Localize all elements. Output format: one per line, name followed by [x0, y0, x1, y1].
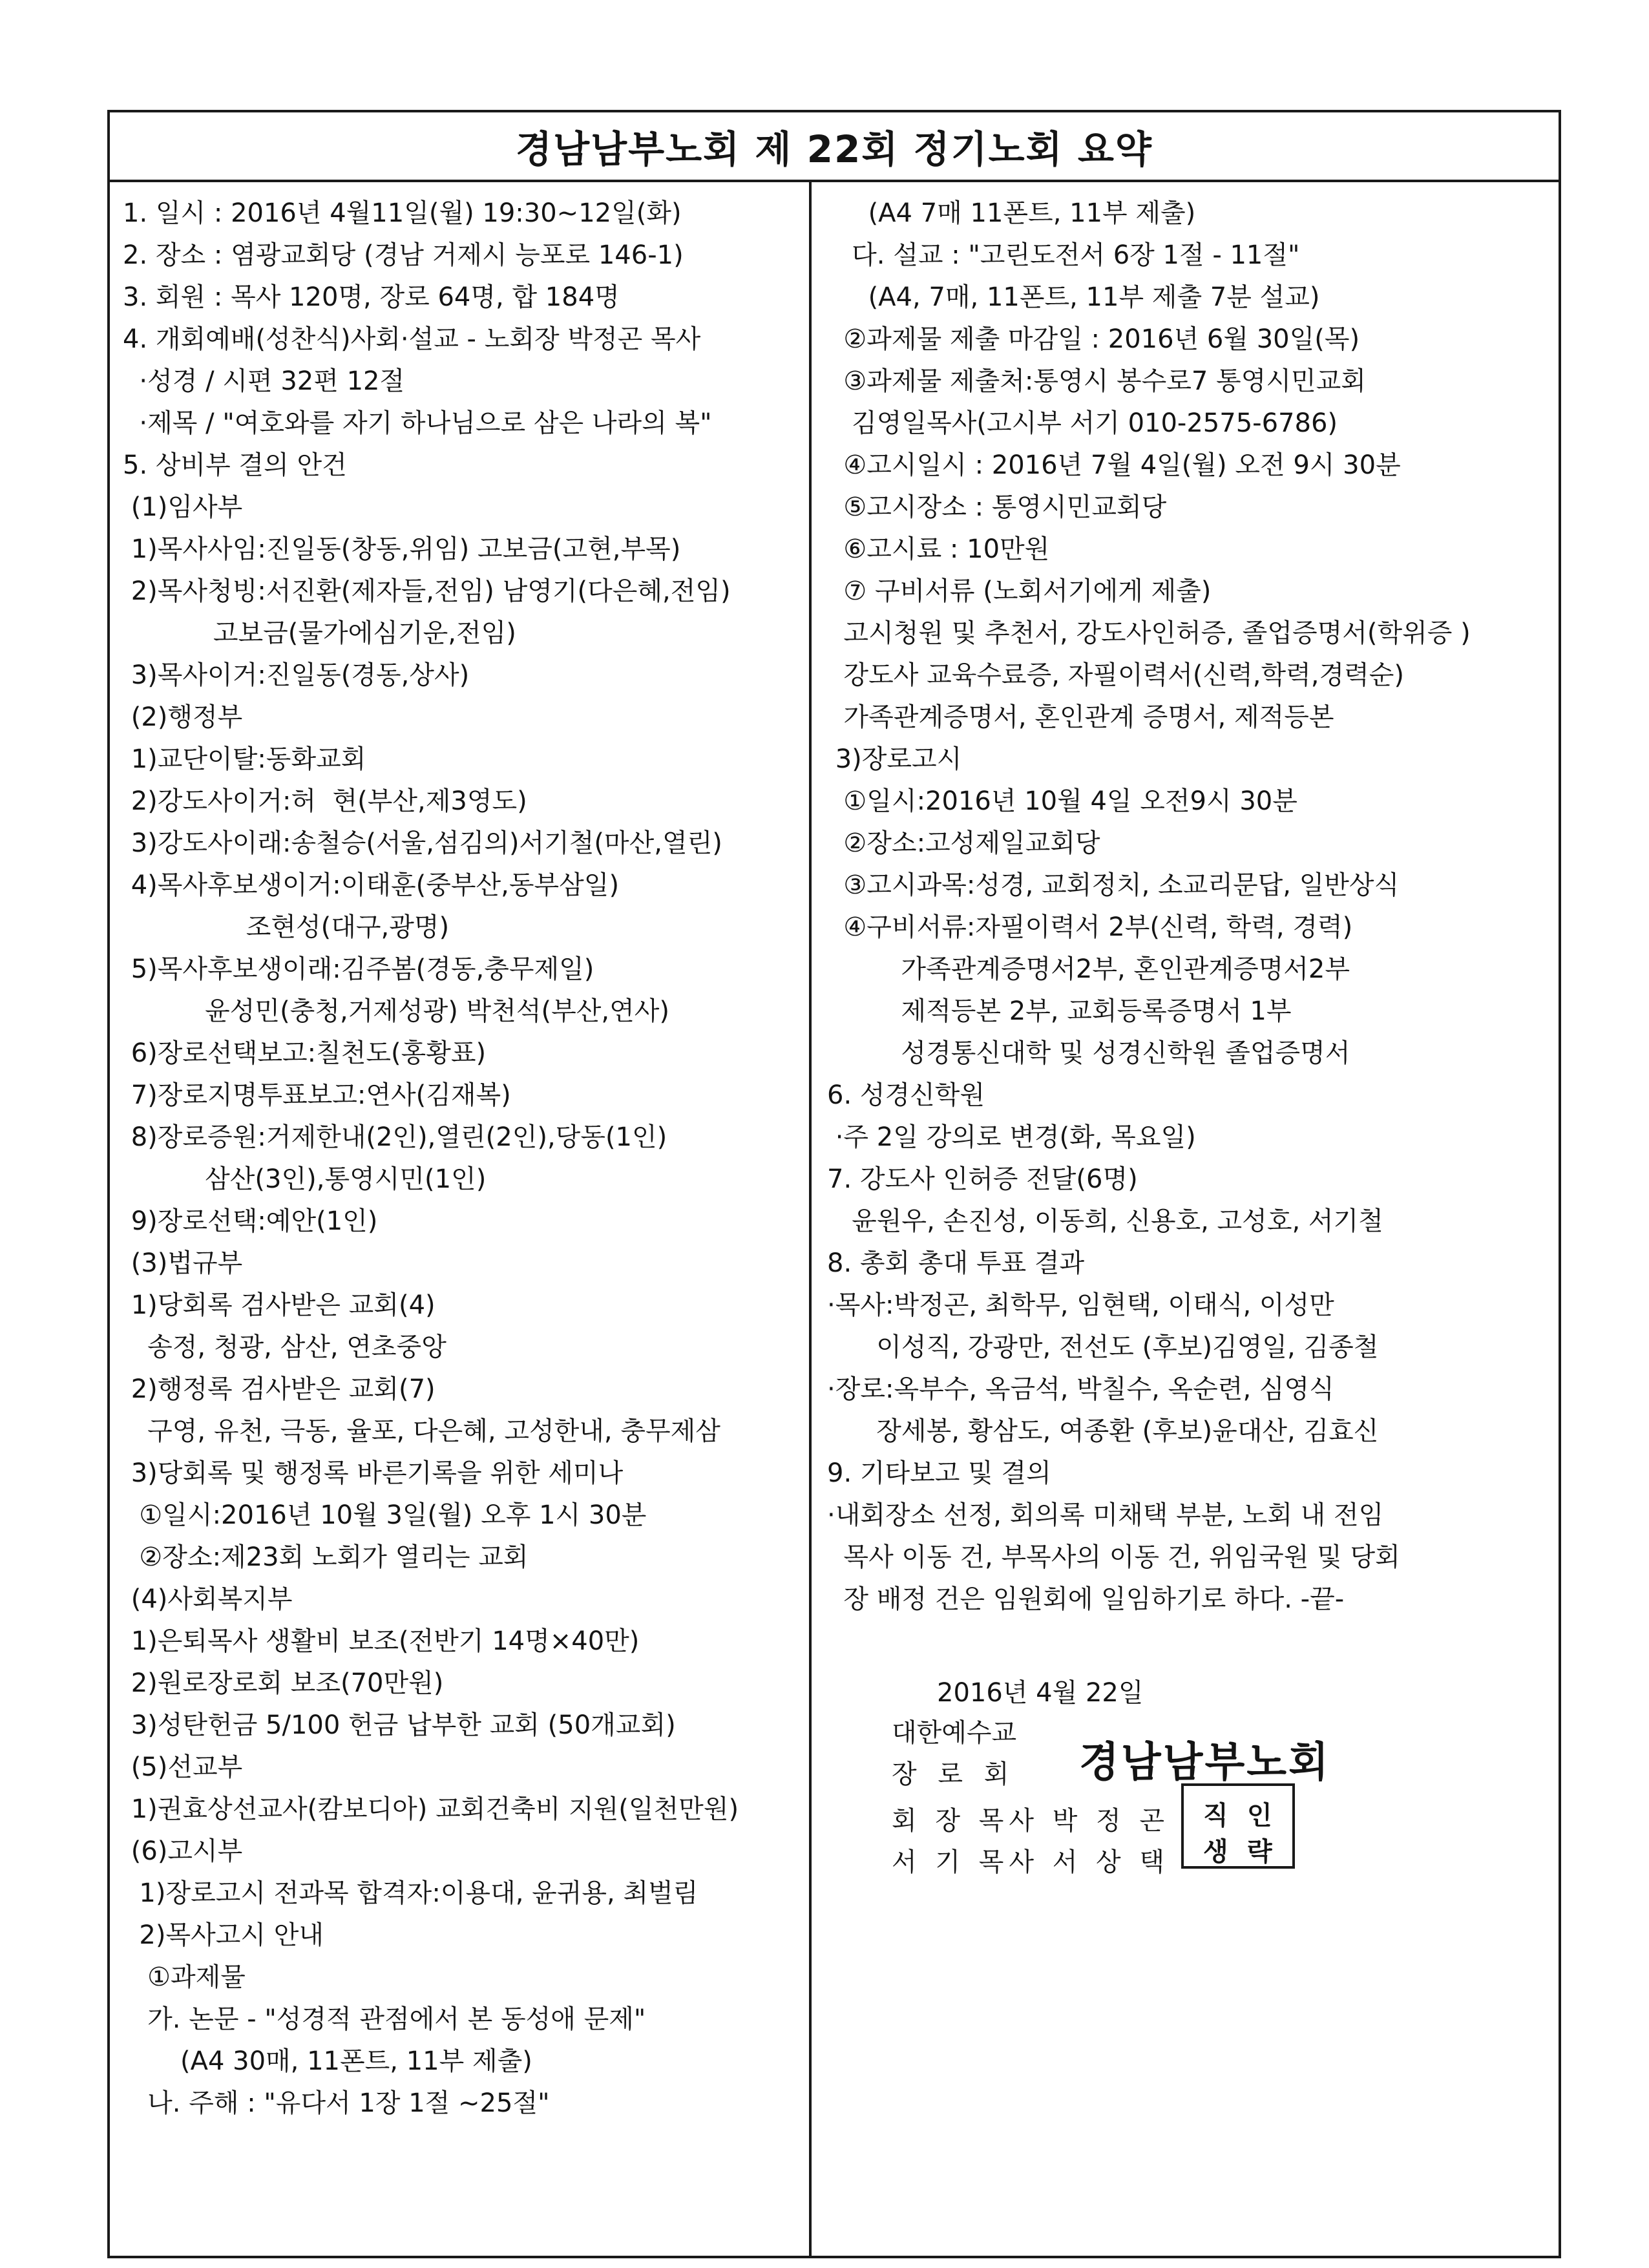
- left-column: [123, 193, 801, 2125]
- text-line: 김영일목사(고시부 서기 010-2575-6786): [827, 408, 1338, 438]
- text-line: 강도사 교육수료증, 자필이력서(신력,학력,경력순): [827, 660, 1405, 690]
- text-line: ·성경 / 시편 32편 12절: [123, 366, 405, 396]
- text-line: 고시청원 및 추천서, 강도사인허증, 졸업증명서(학위증 ): [827, 618, 1471, 648]
- text-line: (4)사회복지부: [123, 1584, 293, 1614]
- text-line: ①일시:2016년 10월 3일(월) 오후 1시 30분: [123, 1500, 647, 1530]
- text-line: 3)당회록 및 행정록 바른기록을 위한 세미나: [123, 1458, 624, 1488]
- text-line: 8)장로증원:거제한내(2인),열린(2인),당동(1인): [123, 1122, 667, 1152]
- text-line: (5)선교부: [123, 1752, 243, 1782]
- body-label: 장 로 회: [892, 1759, 1016, 1789]
- text-line: 1)장로고시 전과목 합격자:이용대, 윤귀용, 최벌림: [123, 1878, 698, 1908]
- text-line: 3)장로고시: [827, 744, 962, 774]
- text-line: 다. 설교 : "고린도전서 6장 1절 - 11절": [827, 240, 1300, 270]
- text-line: 6)장로선택보고:칠천도(홍황표): [123, 1038, 487, 1068]
- text-line: 7)장로지명투표보고:연사(김재복): [123, 1080, 511, 1110]
- right-column: [827, 193, 1551, 1621]
- text-line: 3)강도사이래:송철승(서울,섬김의)서기철(마산,열린): [123, 828, 722, 858]
- text-line: ②과제물 제출 마감일 : 2016년 6월 30일(목): [827, 324, 1360, 354]
- text-line: ③고시과목:성경, 교회정치, 소교리문답, 일반상식: [827, 870, 1400, 900]
- text-line: 송정, 청광, 삼산, 연초중앙: [123, 1332, 446, 1362]
- text-line: (A4 7매 11폰트, 11부 제출): [827, 198, 1196, 228]
- text-line: ④고시일시 : 2016년 7월 4일(월) 오전 9시 30분: [827, 450, 1401, 480]
- text-line: 제적등본 2부, 교회등록증명서 1부: [827, 996, 1292, 1026]
- text-line: 구영, 유천, 극동, 율포, 다은혜, 고성한내, 충무제삼: [123, 1416, 720, 1446]
- text-line: ·목사:박정곤, 최학무, 임현택, 이태식, 이성만: [827, 1290, 1334, 1320]
- text-line: 조현성(대구,광명): [123, 912, 450, 942]
- text-line: (6)고시부: [123, 1836, 243, 1866]
- text-line: 4)목사후보생이거:이태훈(중부산,동부삼일): [123, 870, 620, 900]
- text-line: 8. 총회 총대 투표 결과: [827, 1248, 1085, 1278]
- text-line: ⑤고시장소 : 통영시민교회당: [827, 492, 1167, 522]
- text-line: 2)원로장로회 보조(70만원): [123, 1668, 444, 1698]
- text-line: 1)교단이탈:동화교회: [123, 744, 366, 774]
- text-line: (1)임사부: [123, 492, 243, 522]
- moderator-signature: 회 장 목사 박 정 곤: [892, 1806, 1170, 1836]
- column-divider: [809, 180, 812, 2258]
- text-line: 2. 장소 : 염광교회당 (경남 거제시 능포로 146-1): [123, 240, 684, 270]
- text-line: ⑥고시료 : 10만원: [827, 534, 1050, 564]
- text-line: 7. 강도사 인허증 전달(6명): [827, 1164, 1138, 1194]
- text-line: 가족관계증명서2부, 혼인관계증명서2부: [827, 954, 1350, 984]
- text-line: 2)목사고시 안내: [123, 1920, 324, 1950]
- text-line: 성경통신대학 및 성경신학원 졸업증명서: [827, 1038, 1350, 1068]
- text-line: 삼산(3인),통영시민(1인): [123, 1164, 487, 1194]
- text-line: ④구비서류:자필이력서 2부(신력, 학력, 경력): [827, 912, 1353, 942]
- text-line: 2)강도사이거:허 현(부산,제3영도): [123, 786, 527, 816]
- seal-char: 략: [1247, 1837, 1272, 1867]
- text-line: 장 배정 건은 임원회에 일임하기로 하다. -끝-: [827, 1584, 1345, 1614]
- seal-char: 인: [1247, 1801, 1272, 1831]
- text-line: ③과제물 제출처:통영시 봉수로7 통영시민교회: [827, 366, 1366, 396]
- text-line: 2)목사청빙:서진환(제자들,전임) 남영기(다은혜,전임): [123, 576, 731, 606]
- text-line: ·장로:옥부수, 옥금석, 박칠수, 옥순련, 심영식: [827, 1374, 1334, 1404]
- text-line: 5)목사후보생이래:김주봄(경동,충무제일): [123, 954, 594, 984]
- text-line: (3)법규부: [123, 1248, 243, 1278]
- text-line: 1)당회록 검사받은 교회(4): [123, 1290, 436, 1320]
- title-bar: [110, 112, 1559, 182]
- text-line: 3)성탄헌금 5/100 헌금 납부한 교회 (50개교회): [123, 1710, 676, 1740]
- text-line: 1. 일시 : 2016년 4월11일(월) 19:30~12일(화): [123, 198, 682, 228]
- text-line: 윤원우, 손진성, 이동희, 신용호, 고성호, 서기철: [827, 1206, 1383, 1236]
- footer-date: 2016년 4월 22일: [937, 1678, 1144, 1708]
- text-line: 1)목사사임:진일동(창동,위임) 고보금(고현,부목): [123, 534, 681, 564]
- text-line: 1)권효상선교사(캄보디아) 교회건축비 지원(일천만원): [123, 1794, 739, 1824]
- text-line: ②장소:제23회 노회가 열리는 교회: [123, 1542, 529, 1572]
- text-line: ①일시:2016년 10월 4일 오전9시 30분: [827, 786, 1297, 816]
- text-line: ·주 2일 강의로 변경(화, 목요일): [827, 1122, 1196, 1152]
- text-line: 3. 회원 : 목사 120명, 장로 64명, 합 184명: [123, 282, 620, 312]
- text-line: (A4, 7매, 11폰트, 11부 제출 7분 설교): [827, 282, 1320, 312]
- document-frame: [107, 110, 1561, 2258]
- text-line: (A4 30매, 11폰트, 11부 제출): [123, 2046, 532, 2076]
- text-line: ②장소:고성제일교회당: [827, 828, 1100, 858]
- text-line: 목사 이동 건, 부목사의 이동 건, 위임국원 및 당회: [827, 1542, 1400, 1572]
- text-line: 윤성민(충청,거제성광) 박천석(부산,연사): [123, 996, 669, 1026]
- text-line: 9. 기타보고 및 결의: [827, 1458, 1051, 1488]
- document-title: 경남남부노회 제 22회 정기노회 요약: [516, 127, 1153, 171]
- seal-omitted-box: [1181, 1783, 1295, 1869]
- text-line: 4. 개회예배(성찬식)사회·설교 - 노회장 박정곤 목사: [123, 324, 701, 354]
- text-line: 장세봉, 황삼도, 여종환 (후보)윤대산, 김효신: [827, 1416, 1379, 1446]
- text-line: 9)장로선택:예안(1인): [123, 1206, 378, 1236]
- text-line: (2)행정부: [123, 702, 243, 732]
- text-line: 6. 성경신학원: [827, 1080, 985, 1110]
- text-line: 3)목사이거:진일동(경동,상사): [123, 660, 470, 690]
- text-line: 2)행정록 검사받은 교회(7): [123, 1374, 436, 1404]
- text-line: 이성직, 강광만, 전선도 (후보)김영일, 김종철: [827, 1332, 1379, 1362]
- denomination-label: 대한예수교: [892, 1718, 1017, 1748]
- text-line: ⑦ 구비서류 (노회서기에게 제출): [827, 576, 1212, 606]
- text-line: ·제목 / "여호와를 자기 하나님으로 삼은 나라의 복": [123, 408, 712, 438]
- text-line: 1)은퇴목사 생활비 보조(전반기 14명×40만): [123, 1626, 640, 1656]
- text-line: 5. 상비부 결의 안건: [123, 450, 347, 480]
- text-line: ·내회장소 선정, 회의록 미채택 부분, 노회 내 전임: [827, 1500, 1384, 1530]
- text-line: 고보금(물가에심기운,전임): [123, 618, 516, 648]
- text-line: 나. 주해 : "유다서 1장 1절 ~25절": [123, 2088, 550, 2118]
- text-line: 가. 논문 - "성경적 관점에서 본 동성애 문제": [123, 2004, 646, 2034]
- presbytery-name: 경남남부노회: [1079, 1739, 1330, 1787]
- text-line: 가족관계증명서, 혼인관계 증명서, 제적등본: [827, 702, 1334, 732]
- seal-char: 생: [1203, 1837, 1228, 1867]
- clerk-signature: 서 기 목사 서 상 택: [892, 1847, 1170, 1877]
- seal-char: 직: [1203, 1801, 1228, 1831]
- text-line: ①과제물: [123, 1962, 246, 1992]
